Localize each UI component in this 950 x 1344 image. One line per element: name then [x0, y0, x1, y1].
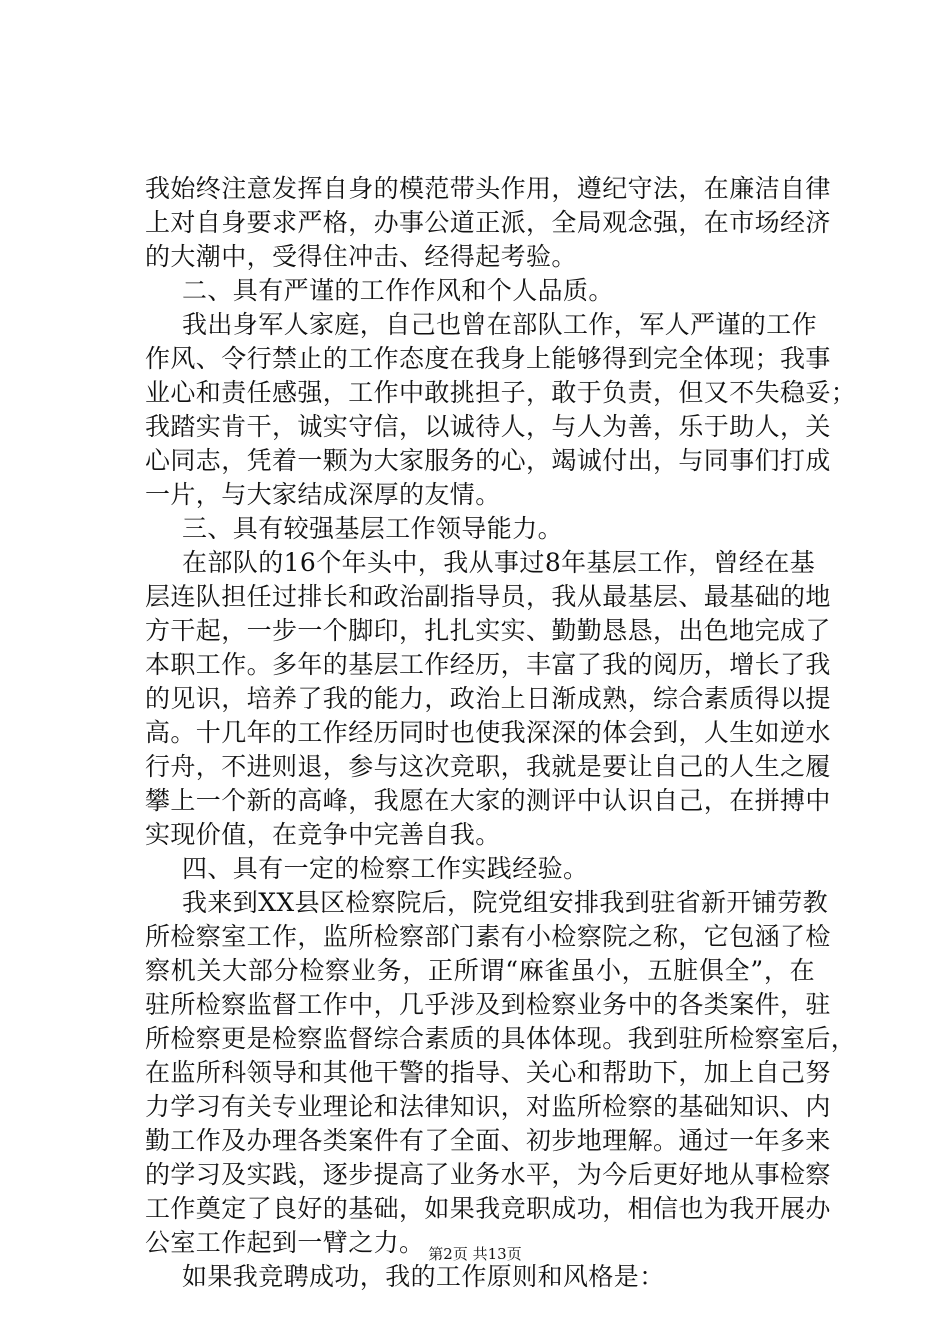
text-line: 我出身军人家庭，自己也曾在部队工作，军人严谨的工作 [182, 310, 818, 339]
text-line: 工作奠定了良好的基础，如果我竞职成功，相信也为我开展办 [145, 1194, 831, 1223]
text-line: 作风、令行禁止的工作态度在我身上能够得到完全体现；我事 [145, 344, 831, 373]
text-line: 在监所科领导和其他干警的指导、关心和帮助下，加上自己努 [145, 1058, 831, 1087]
text-line: 本职工作。多年的基层工作经历，丰富了我的阅历，增长了我 [145, 650, 831, 679]
text-line: 方干起，一步一个脚印，扎扎实实、勤勤恳恳，出色地完成了 [145, 616, 831, 645]
text-line: 一片，与大家结成深厚的友情。 [145, 480, 501, 509]
page-number-footer: 第2页 共13页 [428, 1245, 522, 1263]
text-line: 察机关大部分检察业务，正所谓“麻雀虽小，五脏俱全”，在 [145, 956, 815, 985]
text-line: 公室工作起到一臂之力。 [145, 1228, 425, 1257]
text-line: 所检察室工作，监所检察部门素有小检察院之称，它包涵了检 [145, 922, 831, 951]
text-line: 驻所检察监督工作中，几乎涉及到检察业务中的各类案件，驻 [145, 990, 831, 1019]
text-line: 在部队的16个年头中，我从事过8年基层工作，曾经在基 [182, 548, 816, 577]
text-line: 我踏实肯干，诚实守信，以诚待人，与人为善，乐于助人，关 [145, 412, 831, 441]
text-line: 的大潮中，受得住冲击、经得起考验。 [145, 242, 577, 271]
text-line: 上对自身要求严格，办事公道正派，全局观念强，在市场经济 [145, 208, 831, 237]
text-line: 高。十几年的工作经历同时也使我深深的体会到，人生如逆水 [145, 718, 831, 747]
text-line: 如果我竞聘成功，我的工作原则和风格是： [182, 1262, 665, 1291]
text-line: 力学习有关专业理论和法律知识，对监所检察的基础知识、内 [145, 1092, 831, 1121]
text-line: 行舟，不进则退，参与这次竞职，我就是要让自己的人生之履 [145, 752, 831, 781]
text-line: 实现价值，在竞争中完善自我。 [145, 820, 501, 849]
section-heading: 四、具有一定的检察工作实践经验。 [182, 854, 589, 883]
text-line: 勤工作及办理各类案件有了全面、初步地理解。通过一年多来 [145, 1126, 831, 1155]
text-line: 层连队担任过排长和政治副指导员，我从最基层、最基础的地 [145, 582, 831, 611]
section-heading: 三、具有较强基层工作领导能力。 [182, 514, 564, 543]
section-heading: 二、具有严谨的工作作风和个人品质。 [182, 276, 614, 305]
text-line: 我始终注意发挥自身的模范带头作用，遵纪守法，在廉洁自律 [145, 174, 831, 203]
text-line: 我来到XX县区检察院后，院党组安排我到驻省新开铺劳教 [182, 888, 828, 917]
document-body [145, 172, 857, 1294]
text-line: 的学习及实践，逐步提高了业务水平，为今后更好地从事检察 [145, 1160, 831, 1189]
text-line: 的见识，培养了我的能力，政治上日渐成熟，综合素质得以提 [145, 684, 831, 713]
text-line: 攀上一个新的高峰，我愿在大家的测评中认识自己，在拼搏中 [145, 786, 831, 815]
text-line: 业心和责任感强，工作中敢挑担子，敢于负责，但又不失稳妥； [145, 378, 857, 407]
text-line: 心同志，凭着一颗为大家服务的心，竭诚付出，与同事们打成 [145, 446, 831, 475]
text-line: 所检察更是检察监督综合素质的具体体现。我到驻所检察室后， [145, 1024, 857, 1053]
